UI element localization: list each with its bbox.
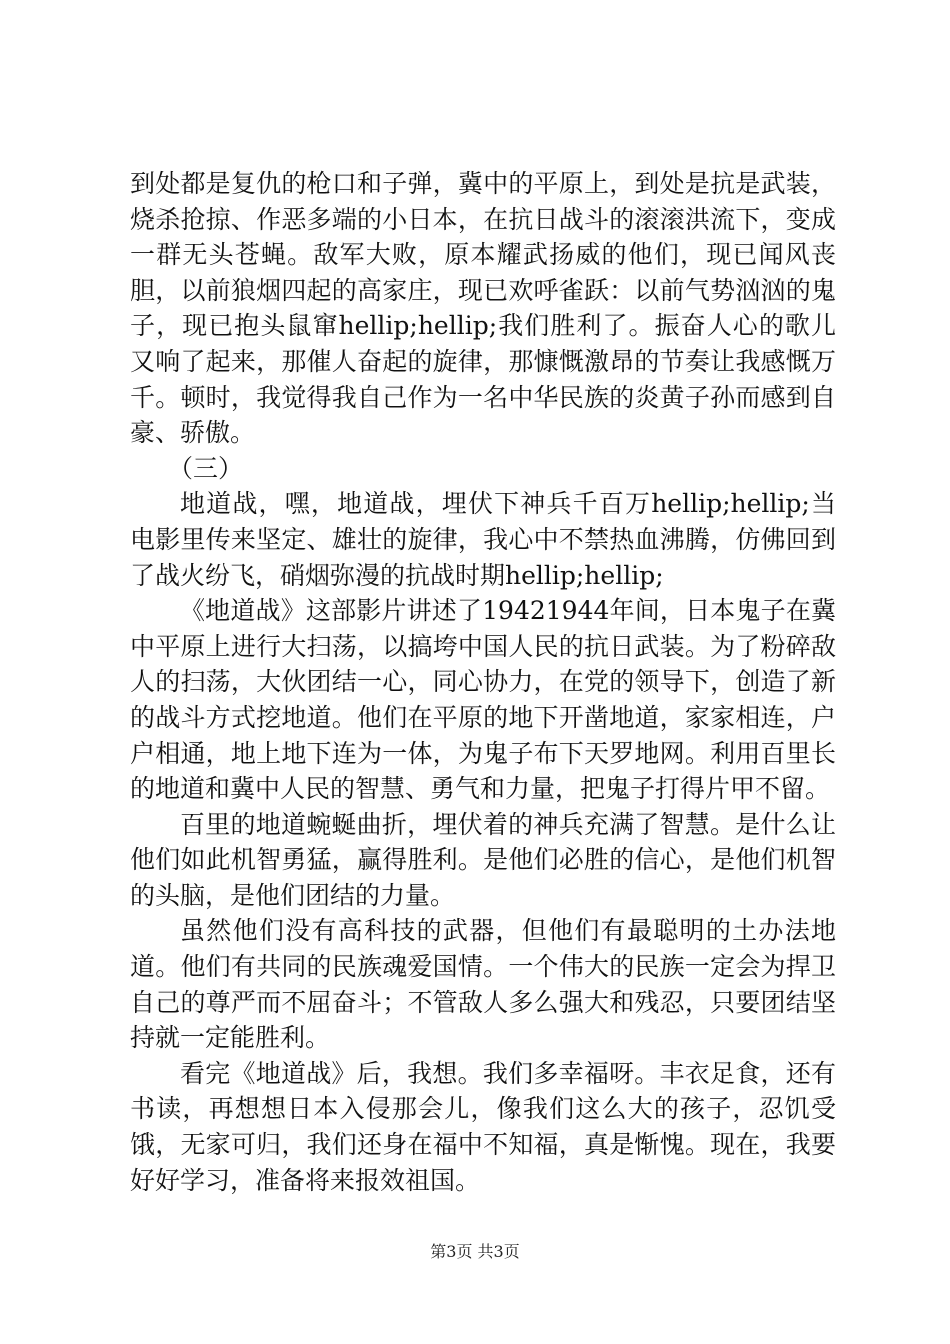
document-body [130,166,836,1198]
paragraph-film-summary: 《地道战》这部影片讲述了19421944年间，日本鬼子在冀中平原上进行大扫荡，以搞垮中国人民的抗日武装。为了粉碎敌人的扫荡，大伙团结一心，同心协力，在党的领导下，创造了新的战斗方式挖地道。他们在平原的地下开凿地道，家家相连，户户相通，地上地下连为一体，为鬼子布下天罗地网。利用百里长的地道和冀中人民的智慧、勇气和力量，把鬼子打得片甲不留。 [130,596,836,804]
page-footer: 第3页 共3页 [430,1242,520,1261]
paragraph-continuation: 到处都是复仇的枪口和子弹，冀中的平原上，到处是抗是武装，烧杀抢掠、作恶多端的小日本，在抗日战斗的滚滚洪流下，变成一群无头苍蝇。敌军大败，原本耀武扬威的他们，现已闻风丧胆，以前狼烟四起的高家庄，现已欢呼雀跃：以前气势汹汹的鬼子，现已抱头鼠窜hellip;hellip;我们胜利了。振奋人心的歌儿又响了起来，那催人奋起的旋律，那慷慨激昂的节奏让我感慨万千。顿时，我觉得我自己作为一名中华民族的炎黄子孙而感到自豪、骄傲。 [130,169,836,448]
paragraph-national-spirit: 虽然他们没有高科技的武器，但他们有最聪明的土办法地道。他们有共同的民族魂爱国情。一个伟大的民族一定会为捍卫自己的尊严而不屈奋斗；不管敌人多么强大和残忍，只要团结坚持就一定能胜利。 [130,916,836,1053]
paragraph-tunnel-wisdom: 百里的地道蜿蜒曲折，埋伏着的神兵充满了智慧。是什么让他们如此机智勇猛，赢得胜利。是他们必胜的信心，是他们机智的头脑，是他们团结的力量。 [130,809,836,910]
section-heading: （三） [168,453,244,483]
paragraph-song-intro: 地道战，嘿，地道战，埋伏下神兵千百万hellip;hellip;当电影里传来坚定、雄壮的旋律，我心中不禁热血沸腾，仿佛回到了战火纷飞，硝烟弥漫的抗战时期hellip;hellip; [130,489,836,590]
paragraph-reflection: 看完《地道战》后，我想。我们多幸福呀。丰衣足食，还有书读，再想想日本入侵那会儿，像我们这么大的孩子，忍饥受饿，无家可归，我们还身在福中不知福，真是惭愧。现在，我要好好学习，准备将来报效祖国。 [130,1058,836,1195]
